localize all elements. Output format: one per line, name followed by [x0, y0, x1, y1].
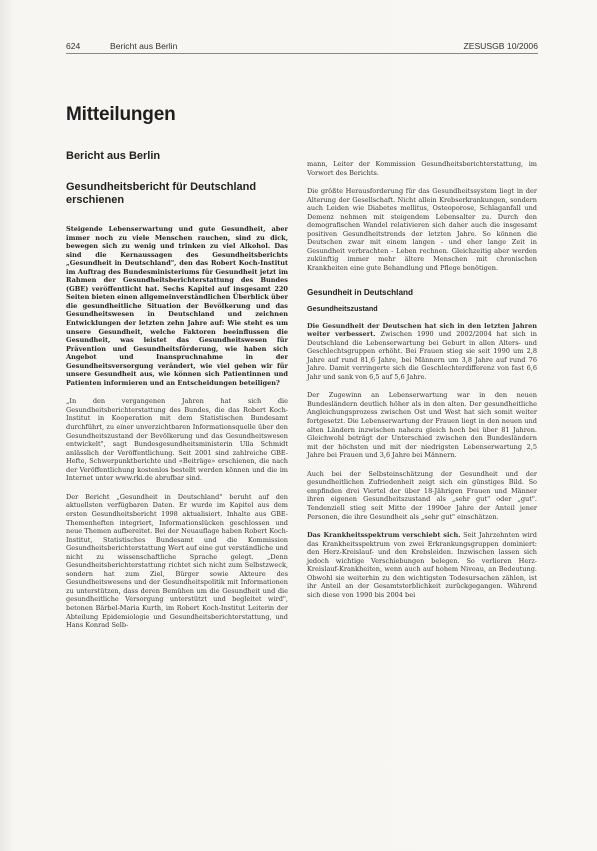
left-column [66, 150, 288, 630]
page-number: 624 [66, 41, 81, 51]
header-section: Bericht aus Berlin [110, 41, 178, 51]
paragraph-lead-in: Die Gesundheit der Deutschen hat sich in den letzten Jahren weiter verbessert. [307, 321, 537, 339]
paragraph [307, 531, 537, 599]
paragraph: „In den vergangenen Jahren hat sich die Gesundheitsberichterstattung des Bundes, die das Robert Koch-Institut in Kooperation mit dem Statistischen Bundesamt durchführt, zu einer unverzichtbaren Informationsquelle über den Gesundheitszustand der Bevölkerung und das Gesundheitswesen entwickelt", sagt Bundesgesundheitsministerin Ulla Schmidt anlässlich der Veröffentlichung. Seit 2001 sind zahlreiche GBE-Hefte, Schwerpunktberichte und «Beiträge» erschienen, die nach der Veröffentlichung kostenlos bestellt werden können und die im Internet unter www.rki.de abrufbar sind. [66, 397, 288, 483]
section-heading: Bericht aus Berlin [66, 150, 161, 162]
page-title: Mitteilungen [66, 104, 176, 125]
paragraph-text: Zwischen 1990 und 2002/2004 hat sich in Deutschland die Lebenserwartung bei Geburt in allen Alters- und Geschlechtsgruppen erhöht. Bei Frauen stieg sie seit 1990 um 2,8 Jahre auf rund 81,6 Jahre, bei Männern um 3,8 Jahre auf rund 76 Jahre. Damit verringerte sich die Geschlechterdifferenz von fast 6,6 Jahr und sank von 6,5 auf 5,6 Jahre. [307, 330, 537, 381]
header-journal: ZESUSGB 10/2006 [463, 41, 538, 51]
paragraph-text: Seit Jahrzehnten wird das Krankheitsspektrum von zwei Erkrankungsgruppen dominiert: den Herz-Kreislauf- und den Krebsleiden. Inzwischen lassen sich jedoch wichtige Verschiebungen belegen. So verlieren Herz-Kreislauf-Krankheiten, wenn auch auf hohem Niveau, an Bedeutung. Obwohl sie weiterhin zu den wichtigsten Todesursachen zählen, ist ihr Anteil an der Gesamtsterblichkeit zurückgegangen. Während sich diese von 1990 bis 2004 bei [307, 531, 537, 599]
right-column [307, 160, 537, 599]
subheading-minor: Gesundheitszustand [307, 303, 378, 313]
article-lead: Steigende Lebenserwartung und gute Gesundheit, aber immer noch zu viele Menschen rauchen, sind zu dick, bewegen sich zu wenig und trinken zu viel Alkohol. Das sind die Kernaussagen des Gesundheitsberichts „Gesundheit in Deutschland", den das Robert Koch-Institut im Auftrag des Bundesministeriums für Gesundheit jetzt im Rahmen der Gesundheitsberichterstattung des Bundes (GBE) veröffentlicht hat. Sechs Kapitel auf insgesamt 220 Seiten bieten einen allgemeinverständlichen Überblick über die gesundheitliche Situation der Bevölkerung und das Gesundheitswesen in Deutschland und zeichnen Entwicklungen der letzten zehn Jahre auf: Wie steht es um unsere Gesundheit, welche Faktoren beeinflussen die Gesundheit, was leistet das Gesundheitswesen für Prävention und Gesundheitsförderung, wie haben sich Angebot und Inanspruchnahme in der Gesundheitsversorgung verändert, wie viel geben wir für unsere Gesundheit aus, wie können sich Patientinnen und Patienten informieren und an Entscheidungen beteiligen? [66, 225, 288, 387]
running-header [66, 40, 538, 54]
subheading: Gesundheit in Deutschland [307, 287, 413, 297]
paragraph: Der Bericht „Gesundheit in Deutschland" beruht auf den aktuellsten verfügbaren Daten. Er wurde im Kapitel aus dem ersten Gesundheitsbericht 1998 aktualisiert. Inhalte aus GBE-Themenheften integriert, Informationslücken geschlossen und neue Themen aufbereitet. Bei der Neuauflage haben Robert Koch-Institut, Statistisches Bundesamt und die Kommission Gesundheitsberichterstattung Wert auf eine gut verständliche und nicht zu wissenschaftliche Sprache gelegt. „Denn Gesundheitsberichterstattung richtet sich nicht zum Selbstzweck, sondern hat zum Ziel, Bürger sowie Akteure des Gesundheitswesens und der Gesundheitspolitik mit Informationen zu unterstützen, dass deren Bemühen um die Gesundheit und die gesundheitliche Versorgung unterstützt und begleitet wird", betonen Bärbel-Maria Kurth, im Robert Koch-Institut Leiterin der Abteilung Epidemiologie und Gesundheitsberichterstattung, und Hans Konrad Selb- [66, 492, 288, 630]
paragraph: mann, Leiter der Kommission Gesundheitsberichterstattung, im Vorwort des Berichts. [307, 160, 537, 177]
article-title: Gesundheitsbericht für Deutschland erschienen [66, 181, 257, 206]
paragraph: Der Zugewinn an Lebenserwartung war in den neuen Bundesländern deutlich höher als in den alten. Der gesundheitliche Angleichungsprozess zwischen Ost und West hat sich somit weiter fortgesetzt. Die Lebenserwartung der Frauen liegt in den neuen und alten Ländern inzwischen nahezu gleich hoch bei über 81 Jahren. Gleichwohl beträgt der Unterschied zwischen den Bundesländern mit der höchsten und mit der niedrigsten Lebenserwartung 2,5 Jahre bei Frauen und 3,6 Jahre bei Männern. [307, 391, 537, 460]
paragraph [307, 322, 537, 382]
paragraph-lead-in: Das Krankheitsspektrum verschiebt sich. [307, 531, 461, 540]
paragraph: Die größte Herausforderung für das Gesundheitssystem liegt in der Alterung der Gesellschaft. Nicht allein Krebserkrankungen, sondern auch Leiden wie Diabetes mellitus, Osteoporose, Schlaganfall und Demenz nehmen mit steigendem Lebensalter zu. Durch den demografischen Wandel relativieren sich daher auch die insgesamt positiven Gesundheitstrends der letzten Jahre. So können die Deutschen zwar mit einem langen - und eher lange Zeit in Gesundheit verbrachten - Leben rechnen. Gleichzeitig aber werden zukünftig immer mehr ältere Menschen mit chronischen Krankheiten eine gute Behandlung und Pflege benötigen. [307, 187, 537, 273]
paragraph: Auch bei der Selbsteinschätzung der Gesundheit und der gesundheitlichen Zufriedenheit zeigt sich ein günstiges Bild. So empfinden drei Viertel der über 18-Jährigen Frauen und Männer ihren eigenen Gesundheitszustand als „sehr gut" oder „gut". Tendenziell stieg seit Mitte der 1990er Jahre der Anteil jener Personen, die ihre Gesundheit als „sehr gut" einschätzen. [307, 469, 537, 521]
